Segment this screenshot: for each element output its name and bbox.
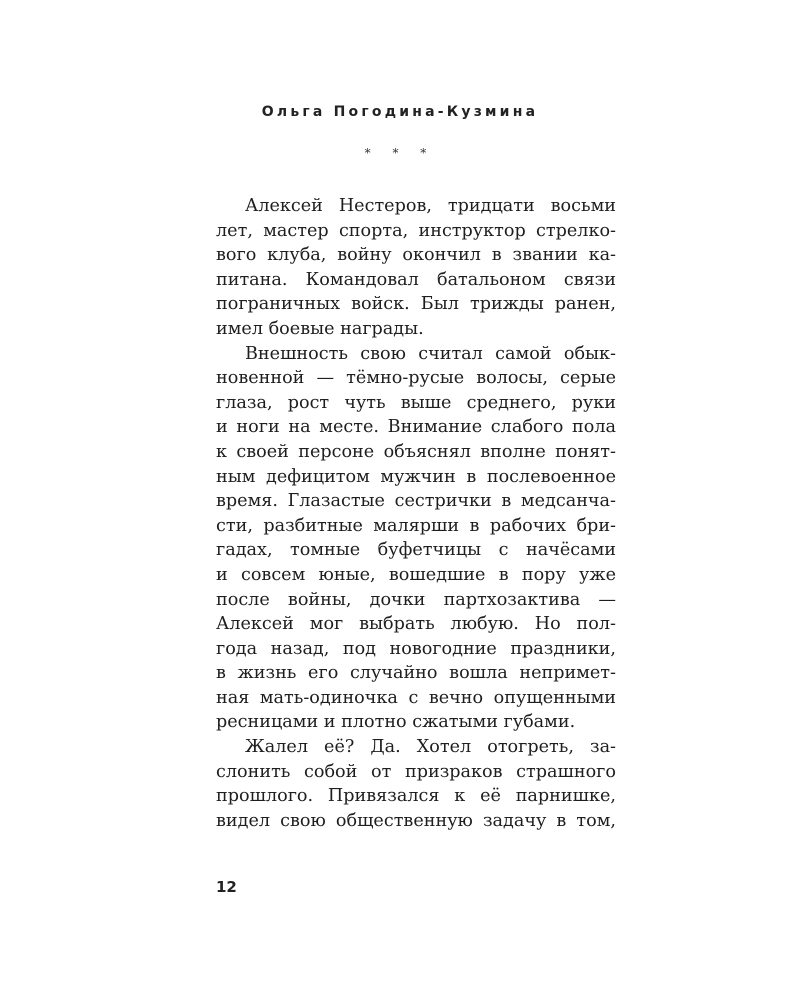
text-line: года назад, под новогодние праздники, [216,638,616,659]
text-line: и ноги на месте. Внимание слабого пола [216,417,616,438]
text-line: глаза, рост чуть выше среднего, руки [216,392,616,413]
text-line: ным дефицитом мужчин в послевоенное [216,466,616,487]
text-line: пограничных войск. Был трижды ранен, [216,294,616,315]
text-line: новенной — тёмно-русые волосы, серые [216,368,616,389]
text-line: имел боевые награды. [216,318,424,339]
text-line: к своей персоне объяснял вполне понят- [216,441,616,462]
text-line: видел свою общественную задачу в том, [216,810,616,831]
text-line: ресницами и плотно сжатыми губами. [216,712,576,733]
text-line: прошлого. Привязался к её парнишке, [216,786,616,807]
page-number: 12 [216,878,237,896]
text-line: ная мать-одиночка с вечно опущенными [216,687,616,708]
text-line: слонить собой от призраков страшного [216,761,616,782]
text-line: и совсем юные, вошедшие в пору уже [216,564,616,585]
text-line: время. Глазастые сестрички в медсанча- [216,491,616,512]
text-line: Алексей мог выбрать любую. Но пол- [216,614,616,635]
text-line: после войны, дочки партхозактива — [216,589,616,610]
text-line: Внешность свою считал самой обык- [245,343,616,364]
body-text [216,194,616,833]
section-separator: * * * [364,146,436,160]
text-line: Алексей Нестеров, тридцати восьми [245,196,616,216]
text-line: вого клуба, войну окончил в звании ка- [216,245,616,266]
text-line: в жизнь его случайно вошла непримет- [216,663,616,684]
text-line: лет, мастер спорта, инструктор стрелко- [216,220,616,241]
text-line: гадах, томные буфетчицы с начёсами [216,540,616,561]
text-line: Жалел её? Да. Хотел отогреть, за- [245,737,616,758]
text-line: сти, разбитные малярши в рабочих бри- [216,515,616,536]
running-header: Ольга Погодина-Кузмина [261,104,539,120]
text-line: питана. Командовал батальоном связи [216,269,616,290]
